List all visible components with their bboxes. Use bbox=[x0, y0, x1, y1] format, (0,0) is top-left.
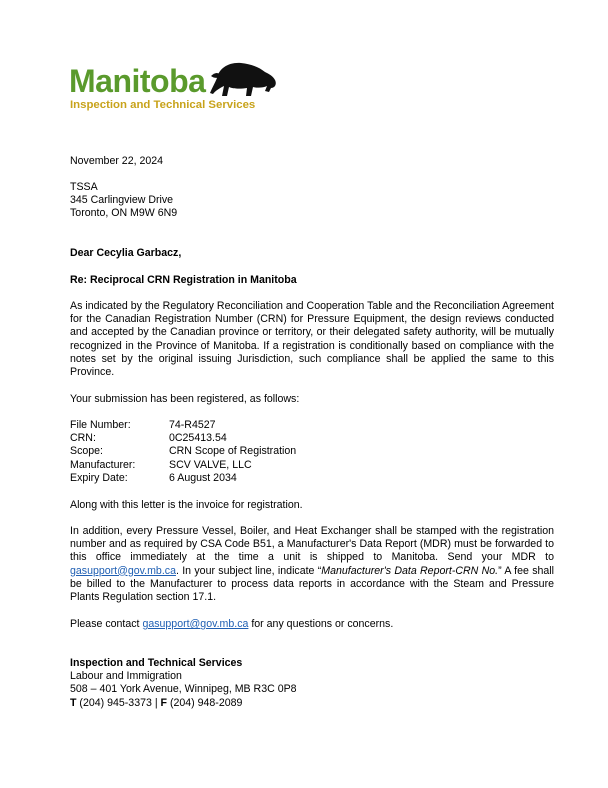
subject-line: Re: Reciprocal CRN Registration in Manitoba bbox=[70, 274, 297, 286]
stamping-text: . In your subject line, indicate “ bbox=[175, 564, 322, 577]
stamping-text: In addition, every Pressure Vessel, Boiler, and Heat Exchanger shall be stamped with the registration number and as required by CSA Code B51, a Manufacturer's Data Report (MDR) must be forwarded to this office immediately at the time a unit is shipped to Manitoba. Send your MDR to bbox=[70, 525, 554, 564]
mdr-email-link[interactable]: gasupport@gov.mb.ca bbox=[70, 564, 176, 577]
paragraph-stamping bbox=[70, 525, 554, 604]
signature-org: Inspection and Technical Services bbox=[70, 657, 243, 669]
bison-icon bbox=[207, 58, 279, 102]
phone-value: (204) 945-3373 | bbox=[76, 696, 161, 709]
detail-value: 74-R4527 bbox=[169, 419, 216, 431]
salutation: Dear Cecylia Garbacz, bbox=[70, 247, 182, 259]
phone-label: T bbox=[70, 696, 77, 709]
detail-row bbox=[70, 445, 554, 458]
letter-date: November 22, 2024 bbox=[70, 155, 164, 167]
detail-value: 0C25413.54 bbox=[169, 432, 227, 445]
detail-value: CRN Scope of Registration bbox=[169, 445, 297, 458]
subject-line-instruction: Manufacturer's Data Report-CRN No. bbox=[321, 564, 499, 577]
paragraph-recognition: As indicated by the Regulatory Reconciliation and Cooperation Table and the Reconciliation Agreement for the Canadian Registration Number (CRN) for Pressure Equipment, the design reviews conducted and accepted by the Canadian province or territory, or their delegated safety authority, will be mutually recognized in the Province of Manitoba. If a registration is conditionally based on compliance with the notes set by the original issuing Jurisdiction, such compliance shall be applied the same to this Province. bbox=[70, 300, 554, 379]
detail-key: Expiry Date: bbox=[70, 471, 128, 484]
detail-key: Scope: bbox=[70, 445, 103, 458]
detail-row bbox=[70, 472, 554, 485]
recipient-city: Toronto, ON M9W 6N9 bbox=[70, 207, 178, 220]
contact-email-link[interactable]: gasupport@gov.mb.ca bbox=[142, 618, 249, 630]
paragraph-contact bbox=[70, 618, 554, 631]
paragraph-registered: Your submission has been registered, as follows: bbox=[70, 393, 300, 405]
stamping-text: ” A fee shall be billed to the Manufacturer to process data reports in accordance with the Steam and Pressure Plants Regulation section 17.1. bbox=[70, 564, 555, 604]
detail-row bbox=[70, 419, 554, 432]
recipient-street: 345 Carlingview Drive bbox=[70, 194, 174, 207]
contact-text: Please contact bbox=[70, 618, 143, 630]
recipient-address bbox=[70, 181, 554, 221]
signature-block bbox=[70, 657, 554, 710]
fax-value: (204) 948-2089 bbox=[167, 696, 243, 709]
signature-phone-fax bbox=[70, 697, 554, 710]
paragraph-invoice: Along with this letter is the invoice for registration. bbox=[70, 499, 303, 511]
signature-address: 508 – 401 York Avenue, Winnipeg, MB R3C 0P8 bbox=[70, 683, 297, 696]
letterhead-subtitle: Inspection and Technical Services bbox=[70, 99, 256, 111]
detail-value: SCV VALVE, LLC bbox=[169, 458, 252, 471]
detail-value: 6 August 2034 bbox=[169, 471, 237, 484]
signature-dept: Labour and Immigration bbox=[70, 670, 182, 683]
detail-row bbox=[70, 432, 554, 445]
recipient-name: TSSA bbox=[70, 181, 98, 193]
detail-row bbox=[70, 459, 554, 472]
detail-key: Manufacturer: bbox=[70, 458, 136, 471]
detail-key: File Number: bbox=[70, 419, 131, 431]
contact-text: for any questions or concerns. bbox=[248, 618, 394, 630]
detail-key: CRN: bbox=[70, 432, 96, 445]
fax-label: F bbox=[160, 696, 167, 709]
registration-details bbox=[70, 419, 554, 485]
manitoba-logo-wordmark: Manitoba bbox=[69, 63, 206, 99]
